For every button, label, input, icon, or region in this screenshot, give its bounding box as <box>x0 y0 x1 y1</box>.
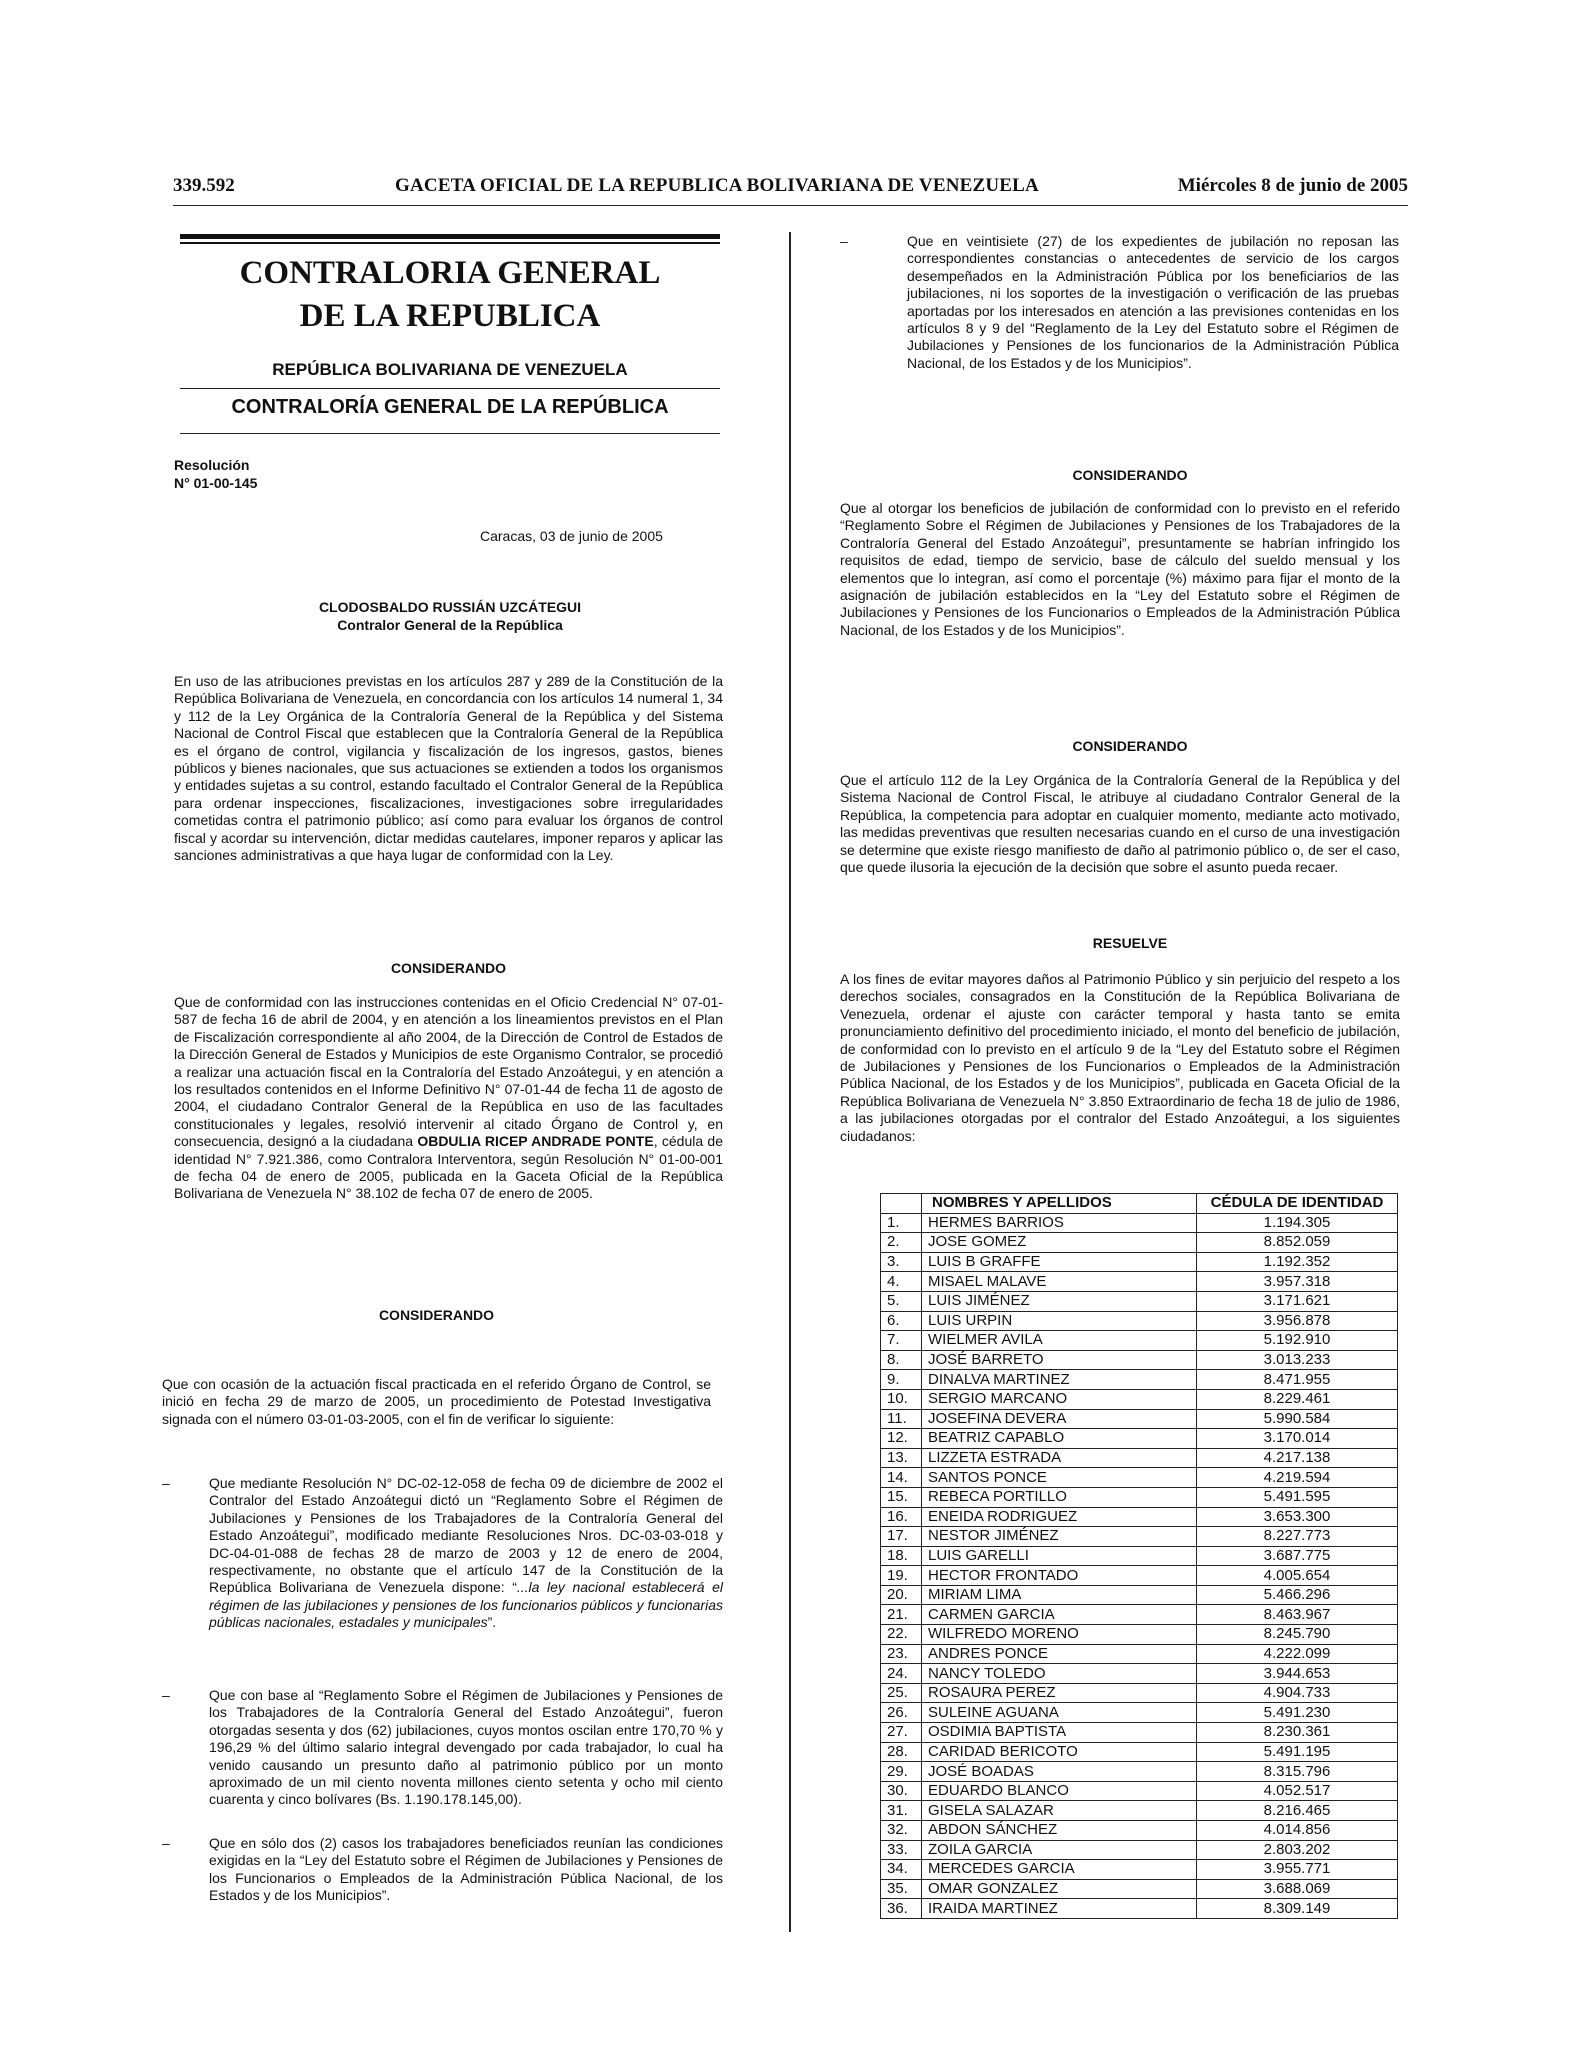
citizen-id: 3.956.878 <box>1197 1311 1398 1331</box>
row-number: 2. <box>881 1233 922 1253</box>
row-number: 12. <box>881 1429 922 1449</box>
citizen-id: 8.227.773 <box>1197 1527 1398 1547</box>
considerando-1-text-a: Que de conformidad con las instrucciones contenidas en el Oficio Credencial N° 07-01-587 de fecha 16 de abril de 2004, y en atención a los lineamientos previstos en el Plan de Fiscalización correspondiente al año 2004, de la Dirección de Control de Estados de la Dirección General de Estados y Municipios de este Organismo Contralor, se procedió a realizar una actuación fiscal en la Contraloría del Estado Anzoátegui, y en atención a los resultados contenidos en el Informe Definitivo N° 07-01-44 de fecha 11 de agosto de 2004, el ciudadano Contralor General de la República en uso de las facultades constitucionales y legales, resolvió intervenir al citado Órgano de Control y, en consecuencia, designó a la ciudadana <box>174 994 723 1150</box>
citizen-id: 1.192.352 <box>1197 1252 1398 1272</box>
table-row <box>881 1370 1398 1390</box>
citizen-name: SANTOS PONCE <box>922 1468 1197 1488</box>
interventora-name: OBDULIA RICEP ANDRADE PONTE <box>417 1133 654 1150</box>
table-row <box>881 1605 1398 1625</box>
signer-title: Contralor General de la República <box>337 617 563 633</box>
resuelve-heading: RESUELVE <box>1092 935 1168 951</box>
table-row <box>881 1331 1398 1351</box>
citizen-name: MERCEDES GARCIA <box>922 1860 1197 1880</box>
table-row <box>881 1213 1398 1233</box>
citizen-id: 3.171.621 <box>1197 1291 1398 1311</box>
citizen-id: 1.194.305 <box>1197 1213 1398 1233</box>
citizen-name: OMAR GONZALEZ <box>922 1879 1197 1899</box>
table-row <box>881 1487 1398 1507</box>
citizen-id: 5.466.296 <box>1197 1585 1398 1605</box>
citizen-name: ROSAURA PEREZ <box>922 1683 1197 1703</box>
citizen-name: SERGIO MARCANO <box>922 1389 1197 1409</box>
row-number: 35. <box>881 1879 922 1899</box>
citizen-id: 5.192.910 <box>1197 1331 1398 1351</box>
row-number: 33. <box>881 1840 922 1860</box>
citizen-name: OSDIMIA BAPTISTA <box>922 1723 1197 1743</box>
bullet-1-quote: ...la ley nacional establecerá el régimen de las jubilaciones y pensiones de los funcionarios públicos y funcionarias públicas nacionales, estadales y municipales <box>209 1579 723 1631</box>
row-number: 27. <box>881 1723 922 1743</box>
citizen-id: 3.013.233 <box>1197 1350 1398 1370</box>
table-row <box>881 1683 1398 1703</box>
row-number: 16. <box>881 1507 922 1527</box>
citizen-name: SULEINE AGUANA <box>922 1703 1197 1723</box>
citizen-name: IRAIDA MARTINEZ <box>922 1899 1197 1919</box>
bullet-text-4: Que en veintisiete (27) de los expedientes de jubilación no reposan las correspondientes constancias o antecedentes de servicio de los cargos desempeñados en la Administración Pública por los beneficiarios de las jubilaciones, ni los soportes de la investigación o verificación de las pruebas aportadas por los interesados en atención a las previsiones contenidas en los artículos 8 y 9 del “Reglamento de la Ley del Estatuto sobre el Régimen de Jubilaciones y Pensiones de los funcionarios de la Administración Pública Nacional, de los Estados y de los Municipios”. <box>907 233 1399 371</box>
row-number: 8. <box>881 1350 922 1370</box>
citizen-name: ANDRES PONCE <box>922 1644 1197 1664</box>
org-title-line1: CONTRALORIA GENERAL <box>239 255 661 291</box>
table-row <box>881 1762 1398 1782</box>
citizen-name: ENEIDA RODRIGUEZ <box>922 1507 1197 1527</box>
table-row <box>881 1703 1398 1723</box>
citizen-name: LIZZETA ESTRADA <box>922 1448 1197 1468</box>
citizen-id: 8.309.149 <box>1197 1899 1398 1919</box>
row-number: 34. <box>881 1860 922 1880</box>
page-number: 339.592 <box>173 175 235 196</box>
citizen-id: 4.217.138 <box>1197 1448 1398 1468</box>
citizen-name: DINALVA MARTINEZ <box>922 1370 1197 1390</box>
table-row <box>881 1409 1398 1429</box>
bullet-dash: – <box>162 1835 170 1851</box>
citizen-name: LUIS JIMÉNEZ <box>922 1291 1197 1311</box>
table-row <box>881 1879 1398 1899</box>
resuelve-paragraph: A los fines de evitar mayores daños al Patrimonio Público y sin perjuicio del respeto a los derechos sociales, consagrados en la Constitución de la República Bolivariana de Venezuela, ordenar el ajuste con carácter temporal y hasta tanto se emita pronunciamiento definitivo del procedimiento iniciado, el monto del beneficio de jubilación, de conformidad con lo previsto en el artículo 9 de la “Ley del Estatuto sobre el Régimen de Jubilaciones y Pensiones de los Funcionarios o Empleados de la Administración Pública Nacional, de los Estados y de los Municipios”, publicada en Gaceta Oficial de la República Bolivariana de Venezuela N° 3.850 Extraordinario de fecha 18 de julio de 1986, a las jubilaciones otorgadas por el contralor del Estado Anzoátegui, a los siguientes ciudadanos: <box>840 971 1400 1144</box>
row-number: 1. <box>881 1213 922 1233</box>
row-number: 30. <box>881 1781 922 1801</box>
citizen-name: ZOILA GARCIA <box>922 1840 1197 1860</box>
gazette-title: GACETA OFICIAL DE LA REPUBLICA BOLIVARIANA DE VENEZUELA <box>395 175 1039 196</box>
considerando-heading-4: CONSIDERANDO <box>1072 738 1188 754</box>
title-bar-thin <box>180 242 720 244</box>
citizen-name: JOSÉ BARRETO <box>922 1350 1197 1370</box>
resolution-label: Resolución <box>174 457 250 473</box>
citizen-id: 4.904.733 <box>1197 1683 1398 1703</box>
table-row <box>881 1272 1398 1292</box>
citizen-id: 5.990.584 <box>1197 1409 1398 1429</box>
citizen-name: NANCY TOLEDO <box>922 1664 1197 1684</box>
org-title-line2: DE LA REPUBLICA <box>299 298 601 334</box>
citizen-id: 3.687.775 <box>1197 1546 1398 1566</box>
citizen-name: HERMES BARRIOS <box>922 1213 1197 1233</box>
citizen-name: BEATRIZ CAPABLO <box>922 1429 1197 1449</box>
citizen-id: 3.944.653 <box>1197 1664 1398 1684</box>
citizen-id: 5.491.195 <box>1197 1742 1398 1762</box>
citizen-id: 3.955.771 <box>1197 1860 1398 1880</box>
table-row <box>881 1742 1398 1762</box>
citizen-id: 3.170.014 <box>1197 1429 1398 1449</box>
gazette-header <box>173 175 1408 205</box>
table-row <box>881 1899 1398 1919</box>
row-number: 31. <box>881 1801 922 1821</box>
citizen-name: LUIS GARELLI <box>922 1546 1197 1566</box>
row-number: 20. <box>881 1585 922 1605</box>
bullet-1-text-b: ”. <box>487 1614 497 1631</box>
row-number: 11. <box>881 1409 922 1429</box>
table-row <box>881 1625 1398 1645</box>
table-row <box>881 1566 1398 1586</box>
citizen-name: LUIS URPIN <box>922 1311 1197 1331</box>
citizen-id: 8.245.790 <box>1197 1625 1398 1645</box>
rule-2 <box>180 433 720 434</box>
citizen-name: GISELA SALAZAR <box>922 1801 1197 1821</box>
resolution-number: N° 01-00-145 <box>174 475 258 491</box>
header-rule <box>173 205 1408 206</box>
citizen-id: 4.014.856 <box>1197 1821 1398 1841</box>
citizen-name: LUIS B GRAFFE <box>922 1252 1197 1272</box>
table-row <box>881 1448 1398 1468</box>
citizen-id: 3.688.069 <box>1197 1879 1398 1899</box>
citizen-name: WIELMER AVILA <box>922 1331 1197 1351</box>
citizen-name: MISAEL MALAVE <box>922 1272 1197 1292</box>
row-number: 28. <box>881 1742 922 1762</box>
row-number: 3. <box>881 1252 922 1272</box>
citizen-id: 4.052.517 <box>1197 1781 1398 1801</box>
row-number: 10. <box>881 1389 922 1409</box>
citizen-id: 3.653.300 <box>1197 1507 1398 1527</box>
row-number: 17. <box>881 1527 922 1547</box>
org-title <box>180 252 720 338</box>
rule-1 <box>180 388 720 389</box>
considerando-1-text-b: , cédula de identidad N° 7.921.386, como Contralora Interventora, según Resolución N° 01-00-001 de fecha 04 de enero de 2005, publicada en la Gaceta Oficial de la República Bolivariana de Venezuela N° 38.102 de fecha 07 de enero de 2005. <box>174 1133 723 1202</box>
citizen-id: 8.230.361 <box>1197 1723 1398 1743</box>
table-row <box>881 1723 1398 1743</box>
row-number: 26. <box>881 1703 922 1723</box>
bullet-dash: – <box>162 1687 170 1703</box>
org-subtitle: CONTRALORÍA GENERAL DE LA REPÚBLICA <box>231 396 669 418</box>
row-number: 9. <box>881 1370 922 1390</box>
table-row <box>881 1311 1398 1331</box>
table-header-row <box>881 1194 1398 1214</box>
considerando-heading-1: CONSIDERANDO <box>390 960 507 976</box>
col-id-header: CÉDULA DE IDENTIDAD <box>1197 1194 1398 1214</box>
table-row <box>881 1252 1398 1272</box>
considerando-paragraph-2: Que con ocasión de la actuación fiscal practicada en el referido Órgano de Control, se inició en fecha 29 de marzo de 2005, un procedimiento de Potestad Investigativa signada con el número 03-01-03-2005, con el fin de verificar lo siguiente: <box>162 1376 711 1427</box>
table-row <box>881 1350 1398 1370</box>
citizen-name: WILFREDO MORENO <box>922 1625 1197 1645</box>
citizen-name: REBECA PORTILLO <box>922 1487 1197 1507</box>
citizen-name: EDUARDO BLANCO <box>922 1781 1197 1801</box>
citizen-name: CARMEN GARCIA <box>922 1605 1197 1625</box>
considerando-paragraph-4: Que el artículo 112 de la Ley Orgánica de la Contraloría General de la República y del Sistema Nacional de Control Fiscal, le atribuye al ciudadano Contralor General de la República, la competencia para adoptar en cualquier momento, mediante acto motivado, las medidas preventivas que resulten necesarias cuando en el curso de una investigación se determine que existe riesgo manifiesto de daño al patrimonio público o, de ser el caso, que quede ilusoria la ejecución de la decisión que sobre el asunto pueda recaer. <box>840 772 1400 876</box>
row-number: 36. <box>881 1899 922 1919</box>
bullet-text-3: Que en sólo dos (2) casos los trabajadores beneficiados reunían las condiciones exigidas en la “Ley del Estatuto sobre el Régimen de Jubilaciones y Pensiones de los Funcionarios o Empleados de la Administración Pública Nacional, de los Estados y de los Municipios”. <box>209 1835 723 1904</box>
table-row <box>881 1840 1398 1860</box>
row-number: 14. <box>881 1468 922 1488</box>
citizen-id: 8.216.465 <box>1197 1801 1398 1821</box>
considerando-heading-3: CONSIDERANDO <box>1072 467 1188 483</box>
citizen-id: 8.852.059 <box>1197 1233 1398 1253</box>
citizen-id: 3.957.318 <box>1197 1272 1398 1292</box>
citizen-name: JOSE GOMEZ <box>922 1233 1197 1253</box>
citizen-id: 5.491.595 <box>1197 1487 1398 1507</box>
col-number-header <box>881 1194 922 1214</box>
row-number: 4. <box>881 1272 922 1292</box>
bullet-dash: – <box>162 1475 170 1491</box>
table-row <box>881 1860 1398 1880</box>
citizen-id: 8.315.796 <box>1197 1762 1398 1782</box>
table-row <box>881 1821 1398 1841</box>
bullet-1-text-a: Que mediante Resolución N° DC-02-12-058 de fecha 09 de diciembre de 2002 el Contralor del Estado Anzoátegui dictó un “Reglamento Sobre el Régimen de Jubilaciones y Pensiones de los Trabajadores de la Contraloría General del Estado Anzoátegui”, modificado mediante Resoluciones Nros. DC-03-03-018 y DC-04-01-088 de fechas 28 de marzo de 2003 y 12 de enero de 2004, respectivamente, no obstante que el artículo 147 de la Constitución de la República Bolivariana de Venezuela dispone: “ <box>209 1475 723 1596</box>
bullet-text-1 <box>209 1475 723 1632</box>
citizen-id: 8.471.955 <box>1197 1370 1398 1390</box>
bullet-text-2: Que con base al “Reglamento Sobre el Régimen de Jubilaciones y Pensiones de los Trabajadores de la Contraloría General del Estado Anzoátegui”, fueron otorgadas sesenta y dos (62) jubilaciones, cuyos montos oscilan entre 170,70 % y 196,29 % del último salario integral devengado por cada trabajador, lo cual ha venido causando un presunto daño al patrimonio público por un monto aproximado de un mil ciento noventa millones ciento setenta y ocho mil ciento cuarenta y cinco bolívares (Bs. 1.190.178.145,00). <box>209 1687 723 1808</box>
table-row <box>881 1507 1398 1527</box>
row-number: 25. <box>881 1683 922 1703</box>
table-row <box>881 1644 1398 1664</box>
table-row <box>881 1527 1398 1547</box>
considerando-paragraph-1 <box>174 994 723 1203</box>
citizen-id: 4.222.099 <box>1197 1644 1398 1664</box>
row-number: 32. <box>881 1821 922 1841</box>
citizen-name: MIRIAM LIMA <box>922 1585 1197 1605</box>
row-number: 24. <box>881 1664 922 1684</box>
citizen-name: HECTOR FRONTADO <box>922 1566 1197 1586</box>
resolution-block <box>174 456 257 492</box>
citizen-id: 5.491.230 <box>1197 1703 1398 1723</box>
row-number: 7. <box>881 1331 922 1351</box>
citizen-name: NESTOR JIMÉNEZ <box>922 1527 1197 1547</box>
issue-date: Miércoles 8 de junio de 2005 <box>1177 175 1408 196</box>
citizen-name: JOSÉ BOADAS <box>922 1762 1197 1782</box>
table-row <box>881 1664 1398 1684</box>
row-number: 5. <box>881 1291 922 1311</box>
table-row <box>881 1801 1398 1821</box>
considerando-heading-2: CONSIDERANDO <box>378 1307 495 1323</box>
citizen-id: 8.463.967 <box>1197 1605 1398 1625</box>
table-row <box>881 1468 1398 1488</box>
citizen-id: 4.005.654 <box>1197 1566 1398 1586</box>
citizens-table-body <box>881 1213 1398 1918</box>
citizen-id: 4.219.594 <box>1197 1468 1398 1488</box>
col-name-header: NOMBRES Y APELLIDOS <box>922 1194 1197 1214</box>
table-row <box>881 1429 1398 1449</box>
title-bar-top <box>180 234 720 239</box>
citizen-name: CARIDAD BERICOTO <box>922 1742 1197 1762</box>
row-number: 21. <box>881 1605 922 1625</box>
column-divider <box>789 232 791 1932</box>
table-row <box>881 1781 1398 1801</box>
signer-block <box>180 598 720 634</box>
table-row <box>881 1233 1398 1253</box>
row-number: 22. <box>881 1625 922 1645</box>
signer-name: CLODOSBALDO RUSSIÁN UZCÁTEGUI <box>318 599 582 615</box>
row-number: 15. <box>881 1487 922 1507</box>
row-number: 6. <box>881 1311 922 1331</box>
table-row <box>881 1389 1398 1409</box>
intro-paragraph: En uso de las atribuciones previstas en los artículos 287 y 289 de la Constitución de la República Bolivariana de Venezuela, en concordancia con los artículos 14 numeral 1, 34 y 112 de la Ley Orgánica de la Contraloría General de la República y del Sistema Nacional de Control Fiscal que establecen que la Contraloría General de la República es el órgano de control, vigilancia y fiscalización de los ingresos, gastos, bienes públicos y bienes nacionales, que sus actuaciones se extienden a todos los organismos y entidades sujetas a su control, estando facultado el Contralor General de la República para ordenar inspecciones, fiscalizaciones, investigaciones sobre irregularidades cometidas contra el patrimonio público; así como para evaluar los órganos de control fiscal y acordar su intervención, dictar medidas cautelares, imponer reparos y aplicar las sanciones administrativas a que haya lugar de conformidad con la Ley. <box>174 673 723 864</box>
republic-name: REPÚBLICA BOLIVARIANA DE VENEZUELA <box>272 360 628 379</box>
row-number: 18. <box>881 1546 922 1566</box>
table-row <box>881 1291 1398 1311</box>
bullet-dash: – <box>840 233 848 249</box>
citizen-id: 2.803.202 <box>1197 1840 1398 1860</box>
place-date: Caracas, 03 de junio de 2005 <box>480 528 663 544</box>
citizen-name: ABDON SÁNCHEZ <box>922 1821 1197 1841</box>
citizen-name: JOSEFINA DEVERA <box>922 1409 1197 1429</box>
citizen-id: 8.229.461 <box>1197 1389 1398 1409</box>
considerando-paragraph-3: Que al otorgar los beneficios de jubilación de conformidad con lo previsto en el referido “Reglamento Sobre el Régimen de Jubilaciones y Pensiones de los Trabajadores de la Contraloría General del Estado Anzoátegui”, presuntamente se habrían infringido los requisitos de edad, tiempo de servicio, base de cálculo del sueldo mensual y los elementos que lo integran, así como el porcentaje (%) máximo para fijar el monto de la asignación de jubilación establecidos en la “Ley del Estatuto sobre el Régimen de Jubilaciones y Pensiones de los Funcionarios o Empleados de la Administración Pública Nacional, de los Estados y de los Municipios”. <box>840 500 1400 638</box>
row-number: 13. <box>881 1448 922 1468</box>
table-row <box>881 1585 1398 1605</box>
row-number: 29. <box>881 1762 922 1782</box>
citizens-table <box>880 1193 1398 1919</box>
row-number: 19. <box>881 1566 922 1586</box>
table-row <box>881 1546 1398 1566</box>
row-number: 23. <box>881 1644 922 1664</box>
